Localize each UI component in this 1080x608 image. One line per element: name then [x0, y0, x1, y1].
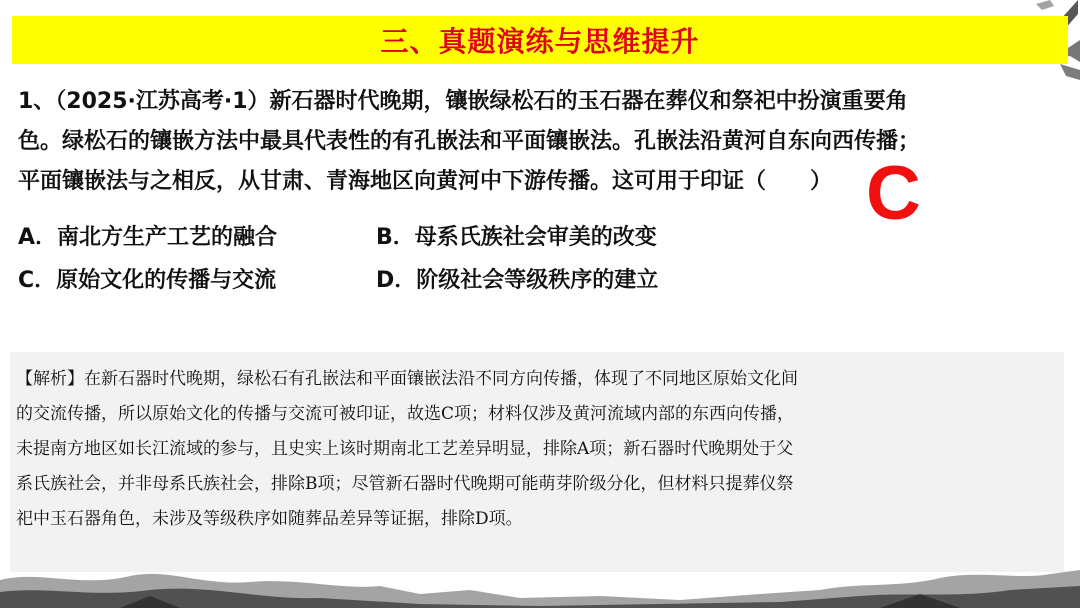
analysis-line: 系氏族社会，并非母系氏族社会，排除B项；尽管新石器时代晚期可能萌芽阶级分化，但材料只提葬仪祭 [16, 474, 794, 494]
question-line: 1、（2025·江苏高考·1）新石器时代晚期，镶嵌绿松石的玉石器在葬仪和祭祀中扮演重要角 [18, 89, 908, 114]
analysis-line: 未提南方地区如长江流域的参与，且史实上该时期南北工艺差异明显，排除A项；新石器时代晚期处于父 [16, 439, 794, 459]
option-b: B．母系氏族社会审美的改变 [376, 225, 657, 250]
option-d: D．阶级社会等级秩序的建立 [376, 268, 659, 293]
answer-mark: C [866, 151, 921, 236]
question-line: 色。绿松石的镶嵌方法中最具代表性的有孔嵌法和平面镶嵌法。孔嵌法沿黄河自东向西传播； [18, 129, 921, 154]
analysis-line: 【解析】在新石器时代晚期，绿松石有孔嵌法和平面镶嵌法沿不同方向传播，体现了不同地区原始文化间 [16, 369, 798, 389]
question-line: 平面镶嵌法与之相反，从甘肃、青海地区向黄河中下游传播。这可用于印证（ ） [18, 169, 833, 194]
title-bar [12, 16, 1068, 64]
analysis-line: 的交流传播，所以原始文化的传播与交流可被印证，故选C项；材料仅涉及黄河流域内部的东西向传播， [16, 404, 795, 424]
option-a: A．南北方生产工艺的融合 [18, 225, 278, 250]
option-c: C．原始文化的传播与交流 [18, 268, 277, 293]
analysis-box [10, 352, 1064, 572]
analysis-line: 祀中玉石器角色，未涉及等级秩序如随葬品差异等证据，排除D项。 [16, 509, 523, 529]
page-title: 三、真题演练与思维提升 [380, 25, 700, 58]
